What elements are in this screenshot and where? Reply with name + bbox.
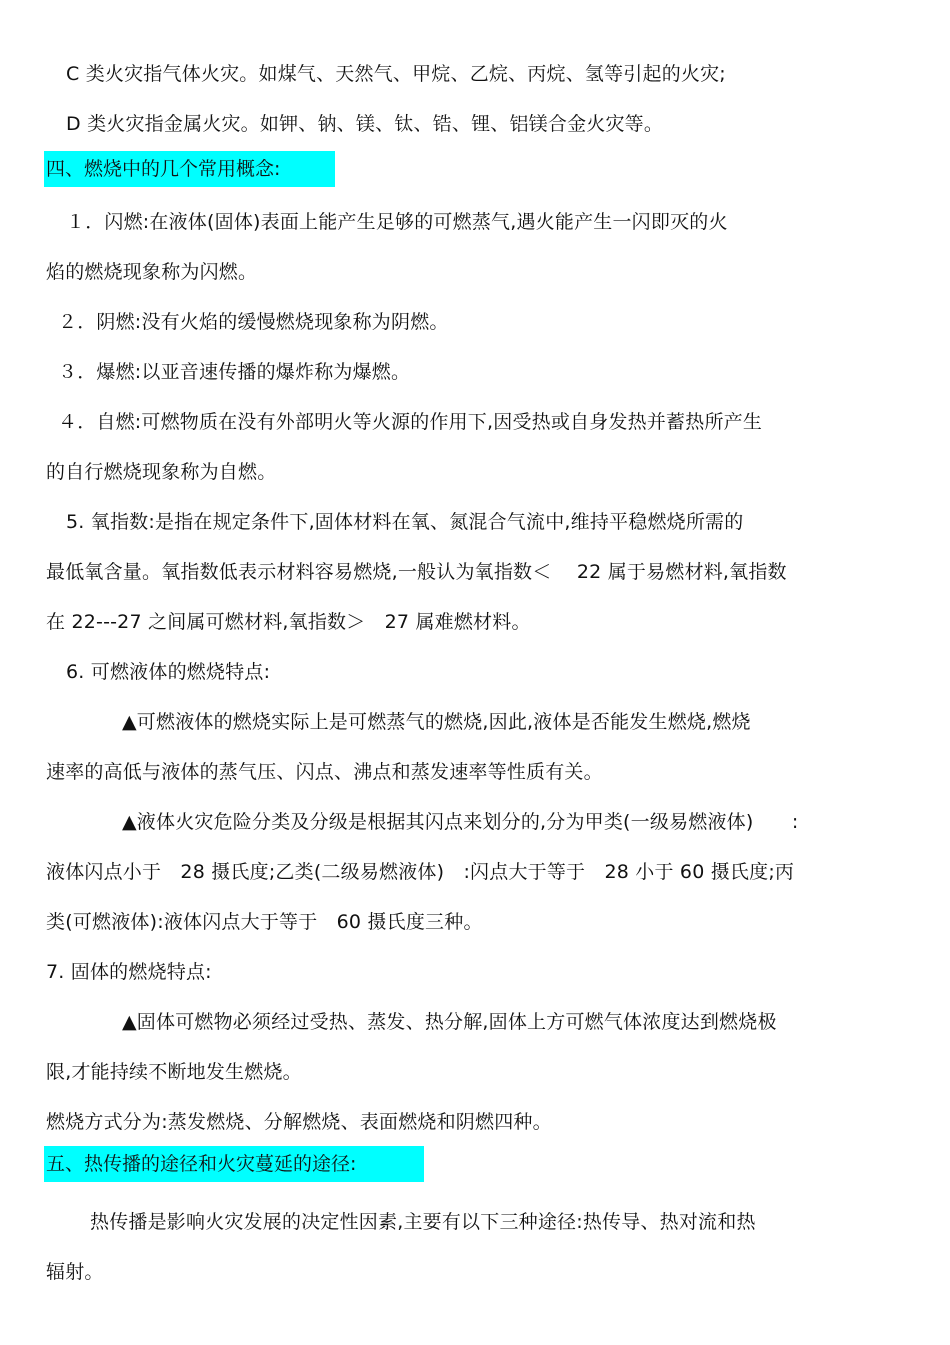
section-heading-5: 五、热传播的途径和火灾蔓延的途径: xyxy=(44,1146,424,1182)
heat-transfer-line-1: 热传播是影响火灾发展的决定性因素,主要有以下三种途径:热传导、热对流和热 xyxy=(90,1211,756,1233)
c-class-fire-line: C 类火灾指气体火灾。如煤气、天然气、甲烷、乙烷、丙烷、氢等引起的火灾; xyxy=(66,63,726,85)
liquid-bullet-2-line-1: ▲液体火灾危险分类及分级是根据其闪点来划分的,分为甲类(一级易燃液体) : xyxy=(122,811,799,833)
liquid-bullet-2-line-2: 液体闪点小于 28 摄氏度;乙类(二级易燃液体) :闪点大于等于 28 小于 60 摄氏度;丙 xyxy=(46,861,795,883)
oxygen-index-line-3: 在 22---27 之间属可燃材料,氧指数＞ 27 属难燃材料。 xyxy=(46,611,531,633)
flash-fire-line-1: １．闪燃:在液体(固体)表面上能产生足够的可燃蒸气,遇火能产生一闪即灭的火 xyxy=(66,211,728,233)
liquid-bullet-2-line-3: 类(可燃液体):液体闪点大于等于 60 摄氏度三种。 xyxy=(46,911,483,933)
deflagration-line: ３．爆燃:以亚音速传播的爆炸称为爆燃。 xyxy=(58,361,411,383)
heat-transfer-line-2: 辐射。 xyxy=(46,1261,104,1283)
oxygen-index-line-2: 最低氧含量。氧指数低表示材料容易燃烧,一般认为氧指数＜ 22 属于易燃材料,氧指数 xyxy=(46,561,787,583)
liquid-bullet-1-line-2: 速率的高低与液体的蒸气压、闪点、沸点和蒸发速率等性质有关。 xyxy=(46,761,603,783)
oxygen-index-line-1: 5. 氧指数:是指在规定条件下,固体材料在氧、氮混合气流中,维持平稳燃烧所需的 xyxy=(66,511,744,533)
autoignition-line-1: ４．自燃:可燃物质在没有外部明火等火源的作用下,因受热或自身发热并蓄热所产生 xyxy=(58,411,763,433)
smolder-line: ２．阴燃:没有火焰的缓慢燃烧现象称为阴燃。 xyxy=(58,311,449,333)
combustion-modes-line: 燃烧方式分为:蒸发燃烧、分解燃烧、表面燃烧和阴燃四种。 xyxy=(46,1111,552,1133)
flash-fire-line-2: 焰的燃烧现象称为闪燃。 xyxy=(46,261,258,283)
autoignition-line-2: 的自行燃烧现象称为自燃。 xyxy=(46,461,277,483)
solid-combustion-title: 7. 固体的燃烧特点: xyxy=(46,961,212,983)
d-class-fire-line: D 类火灾指金属火灾。如钾、钠、镁、钛、锆、锂、铝镁合金火灾等。 xyxy=(66,113,664,135)
solid-bullet-line-1: ▲固体可燃物必须经过受热、蒸发、热分解,固体上方可燃气体浓度达到燃烧极 xyxy=(122,1011,777,1033)
liquid-bullet-1-line-1: ▲可燃液体的燃烧实际上是可燃蒸气的燃烧,因此,液体是否能发生燃烧,燃烧 xyxy=(122,711,751,733)
liquid-combustion-title: 6. 可燃液体的燃烧特点: xyxy=(66,661,271,683)
solid-bullet-line-2: 限,才能持续不断地发生燃烧。 xyxy=(46,1061,302,1083)
section-heading-4: 四、燃烧中的几个常用概念: xyxy=(44,151,335,187)
